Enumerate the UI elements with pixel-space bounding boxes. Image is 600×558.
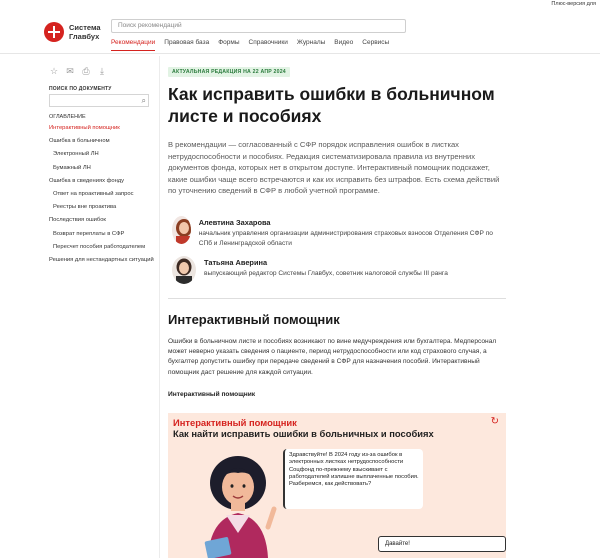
- logo-cross-icon: [44, 22, 64, 42]
- nav-item-references[interactable]: Справочники: [248, 39, 288, 46]
- edition-badge: АКТУАЛЬНАЯ РЕДАКЦИЯ НА 22 АПР 2024: [168, 67, 290, 77]
- nav-item-forms[interactable]: Формы: [218, 39, 240, 46]
- toc-item[interactable]: Решения для нестандартных ситуаций: [49, 256, 154, 263]
- refresh-icon[interactable]: ↻: [490, 416, 499, 427]
- star-icon[interactable]: ☆: [49, 66, 59, 76]
- brand-line1: Система: [69, 23, 101, 32]
- plus-version-link[interactable]: Плюс-версия для: [551, 1, 596, 7]
- toc-item[interactable]: Ответ на проактивный запрос: [53, 190, 134, 197]
- table-of-contents: [49, 114, 159, 270]
- assistant-message: Здравствуйте! В 2024 году из-за ошибок в электронных листках нетрудоспособности Соцфонд по-прежнему взыскивает с работодателей излишне выплаченные пособия. Разберемся, как действовать?: [283, 449, 423, 509]
- search-input[interactable]: Поиск рекомендаций: [111, 19, 406, 33]
- widget-title: Интерактивный помощник: [173, 417, 297, 428]
- document-search-label: ПОИСК ПО ДОКУМЕНТУ: [49, 86, 112, 92]
- subsection-title: Интерактивный помощник: [168, 391, 256, 398]
- author-card: [172, 216, 502, 248]
- toc-item[interactable]: Ошибка в больничном: [49, 138, 110, 145]
- nav-item-video[interactable]: Видео: [334, 39, 354, 46]
- article-lead: В рекомендации — согласованный с СФР порядок исправления ошибок в листках нетрудоспособности и пособиях. Редакция систематизировала правила из внутренних документов фонда, которых нет в открытом доступе. Интерактивный помощник подскажет, какие ошибки чаще всего встречаются и как их исправить без штрафов. Есть схема действий по уточнению сведений в СФР в любой учетной программе.: [168, 140, 500, 196]
- start-button[interactable]: Давайте!: [378, 536, 506, 552]
- nav-item-legal-base[interactable]: Правовая база: [164, 39, 210, 46]
- section-title: Интерактивный помощник: [168, 312, 340, 327]
- author-role: начальник управления организации администрирования страховых взносов Отделения СФР по СПб и Ленинградской области: [198, 230, 493, 247]
- mail-icon[interactable]: ✉: [66, 66, 74, 76]
- widget-subtitle: Как найти исправить ошибки в больничных и пособиях: [173, 428, 434, 439]
- toc-item[interactable]: Реестры вне проактива: [53, 204, 117, 211]
- download-icon[interactable]: ⤓: [100, 66, 104, 76]
- document-search-input[interactable]: [49, 94, 149, 107]
- nav-item-services[interactable]: Сервисы: [362, 39, 390, 46]
- toc-item[interactable]: Интерактивный помощник: [49, 125, 120, 131]
- top-bar: [0, 0, 600, 10]
- brand-line2: Главбух: [69, 32, 100, 41]
- section-text: Ошибки в больничном листе и пособиях возникают по вине медучреждения или бухгалтера. Медперсонал может неверно указать сведения о пациенте, период нетрудоспособности или код страхового случая, а бухгалтер допустить ошибку при передаче сведений в СФР для назначения пособий. Интерактивный помощник даст решение для каждой ситуации.: [168, 338, 497, 376]
- avatar: [172, 256, 196, 284]
- author-card: [172, 256, 502, 284]
- toc-header: ОГЛАВЛЕНИЕ: [49, 114, 86, 120]
- brand-logo[interactable]: [44, 22, 101, 42]
- avatar: [172, 216, 191, 244]
- nav-item-journals[interactable]: Журналы: [296, 39, 326, 46]
- toc-item[interactable]: Возврат переплаты в СФР: [53, 230, 125, 237]
- nav-divider: [0, 53, 600, 54]
- main-nav: [111, 39, 398, 51]
- brand-name: [69, 23, 101, 41]
- toc-item[interactable]: Пересчет пособия работодателем: [53, 243, 146, 250]
- document-actions: [49, 66, 113, 76]
- author-role: выпускающий редактор Системы Главбух, советник налоговой службы III ранга: [204, 270, 448, 277]
- interactive-assistant-widget: [168, 413, 506, 558]
- toc-item[interactable]: Ошибка в сведениях фонду: [49, 177, 125, 184]
- section-divider: [168, 298, 506, 299]
- sidebar-divider: [159, 56, 160, 558]
- page-title: Как исправить ошибки в больничном листе и пособиях: [168, 84, 495, 126]
- nav-item-recommendations[interactable]: Рекомендации: [111, 39, 155, 51]
- assistant-illustration: [196, 453, 280, 558]
- toc-item[interactable]: Последствия ошибок: [49, 217, 106, 224]
- print-icon[interactable]: ⎙: [82, 66, 90, 76]
- author-name[interactable]: Алевтина Захарова: [198, 218, 271, 227]
- author-name[interactable]: Татьяна Аверина: [204, 258, 268, 267]
- search-icon[interactable]: ⌕: [141, 96, 146, 105]
- toc-item[interactable]: Бумажный ЛН: [53, 164, 91, 171]
- toc-item[interactable]: Электронный ЛН: [53, 151, 99, 158]
